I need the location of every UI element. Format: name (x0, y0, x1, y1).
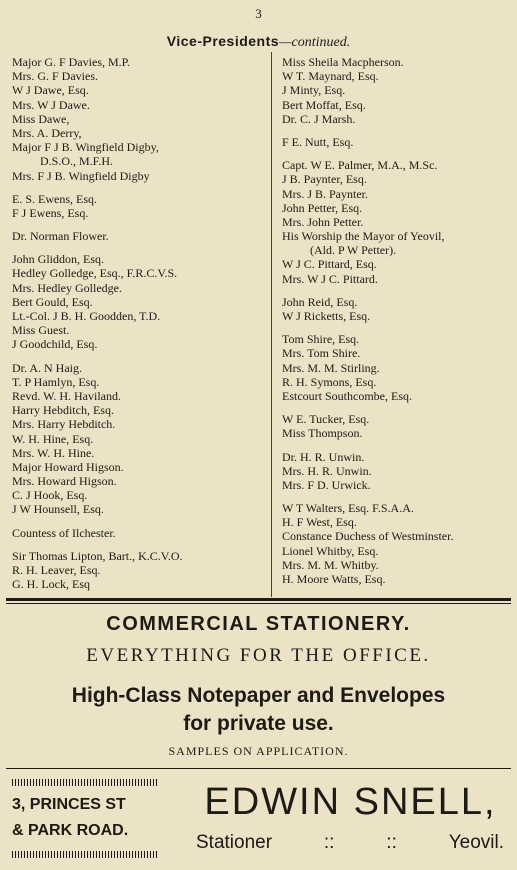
name-entry: Tom Shire, Esq. (282, 332, 360, 347)
name-entry: Bert Moffat, Esq. (282, 97, 366, 112)
name-entry: Major G. F Davies, M.P. (12, 55, 131, 69)
column-divider (271, 52, 272, 597)
advert-headline: COMMERCIAL STATIONERY. (106, 613, 411, 635)
business-tagline (196, 832, 504, 854)
name-entry: (Ald. P W Petter). (310, 243, 397, 258)
address-line-2: & PARK ROAD. (12, 822, 129, 839)
section-heading (0, 33, 517, 51)
group-gap (282, 126, 512, 135)
left-name-column (12, 55, 266, 591)
name-entry: R. H. Leaver, Esq. (12, 563, 101, 577)
name-entry: Dr. C. J Marsh. (282, 111, 356, 126)
hatch-border-top (12, 779, 158, 786)
group-gap (12, 243, 266, 252)
name-entry: Mrs. J B. Paynter. (282, 186, 369, 201)
name-entry: John Petter, Esq. (282, 200, 363, 215)
name-entry: F J Ewens, Esq. (12, 205, 89, 220)
hatch-border-bottom (12, 851, 158, 858)
name-entry: Mrs. Tom Shire. (282, 346, 361, 361)
name-entry: Mrs. A. Derry, (12, 125, 82, 140)
name-entry: Mrs. W J C. Pittard. (282, 271, 378, 286)
name-entry: J Goodchild, Esq. (12, 337, 98, 352)
name-entry: F E. Nutt, Esq. (282, 134, 354, 149)
name-entry: Lt.-Col. J B. H. Goodden, T.D. (12, 309, 161, 323)
name-entry: R. H. Symons, Esq. (282, 374, 377, 389)
name-entry: W J Ricketts, Esq. (282, 309, 371, 323)
group-gap (282, 492, 512, 501)
name-entry: W J C. Pittard, Esq. (282, 257, 377, 272)
advert-notepaper-line2: for private use. (183, 712, 334, 735)
town-label: Yeovil. (448, 832, 504, 853)
page-number: 3 (255, 6, 262, 21)
name-entry: Miss Dawe, (12, 111, 70, 126)
name-entry: Constance Duchess of Westminster. (282, 529, 454, 544)
heading-continued: —continued. (279, 35, 351, 50)
business-name: EDWIN SNELL, (204, 781, 497, 823)
name-entry: Harry Hebditch, Esq. (12, 403, 114, 418)
name-entry: Mrs. W J Dawe. (12, 97, 90, 112)
name-entry: Mrs. John Petter. (282, 214, 364, 229)
advert-subheadline: EVERYTHING FOR THE OFFICE. (86, 645, 431, 666)
name-entry: T. P Hamlyn, Esq. (12, 374, 100, 389)
name-entry: W T. Maynard, Esq. (282, 69, 379, 84)
name-entry: Mrs. Harry Hebditch. (12, 417, 116, 432)
name-entry: Revd. W. H. Haviland. (12, 388, 121, 403)
group-gap (12, 517, 266, 526)
name-entry: Countess of Ilchester. (12, 525, 116, 540)
name-entry: Mrs. H. R. Unwin. (282, 463, 372, 478)
name-entry: W E. Tucker, Esq. (282, 412, 370, 427)
name-entry: J B. Paynter, Esq. (282, 172, 367, 187)
separator-2: :: (386, 832, 397, 853)
separator-1: :: (323, 832, 335, 853)
name-entry: Hedley Golledge, Esq., F.R.C.V.S. (12, 266, 178, 281)
name-entry: His Worship the Mayor of Yeovil, (282, 229, 445, 244)
heading-title: Vice-Presidents (166, 33, 280, 49)
group-gap (282, 403, 512, 412)
name-entry: D.S.O., M.F.H. (40, 154, 114, 169)
name-entry: Mrs. F D. Urwick. (282, 477, 371, 492)
group-gap (282, 441, 512, 450)
group-gap (282, 149, 512, 158)
group-gap (12, 540, 266, 549)
name-entry: W J Dawe, Esq. (12, 83, 89, 98)
name-entry: Sir Thomas Lipton, Bart., K.C.V.O. (12, 548, 183, 563)
advert-samples: SAMPLES ON APPLICATION. (168, 744, 349, 758)
name-entry: E. S. Ewens, Esq. (12, 191, 97, 206)
name-entry: Capt. W E. Palmer, M.A., M.Sc. (282, 158, 438, 173)
name-entry: John Reid, Esq. (282, 294, 358, 309)
name-entry: Dr. H. R. Unwin. (282, 449, 365, 464)
advert-rule (6, 768, 511, 769)
name-entry: Mrs. M. M. Whitby. (282, 557, 379, 572)
name-entry: Miss Thompson. (282, 426, 363, 441)
name-entry: Mrs. Hedley Golledge. (12, 280, 122, 295)
group-gap (12, 183, 266, 192)
name-entry: Miss Guest. (12, 323, 70, 338)
name-entry: Major Howard Higson. (12, 459, 124, 474)
advert-notepaper-line1: High-Class Notepaper and Envelopes (71, 684, 446, 707)
right-name-column (282, 55, 512, 586)
name-entry: Lionel Whitby, Esq. (282, 543, 379, 558)
thin-rule (6, 603, 511, 604)
group-gap (282, 323, 512, 332)
name-entry: H. F West, Esq. (282, 515, 357, 530)
trade-label: Stationer (196, 832, 273, 853)
group-gap (282, 286, 512, 295)
name-entry: J Minty, Esq. (282, 83, 346, 98)
heavy-rule (6, 598, 511, 601)
address-line-1: 3, PRINCES ST (12, 796, 126, 813)
name-entry: J W Hounsell, Esq. (12, 502, 104, 517)
name-entry: C. J Hook, Esq. (12, 488, 88, 503)
name-entry: Bert Gould, Esq. (12, 294, 93, 309)
name-entry: W. H. Hine, Esq. (12, 431, 94, 446)
name-entry: H. Moore Watts, Esq. (282, 572, 386, 586)
name-entry: Major F J B. Wingfield Digby, (12, 140, 159, 155)
name-entry: G. H. Lock, Esq (12, 577, 90, 592)
name-entry: Mrs. Howard Higson. (12, 474, 117, 489)
name-entry: Mrs. G. F Davies. (12, 69, 98, 84)
name-entry: Estcourt Southcombe, Esq. (282, 388, 412, 403)
group-gap (12, 220, 266, 229)
name-entry: Mrs. F J B. Wingfield Digby (12, 168, 150, 183)
name-entry: Mrs. W. H. Hine. (12, 445, 95, 460)
name-entry: W T Walters, Esq. F.S.A.A. (282, 501, 414, 516)
name-entry: John Gliddon, Esq. (12, 252, 105, 267)
name-entry: Miss Sheila Macpherson. (282, 55, 404, 69)
advert-notepaper (0, 682, 517, 738)
group-gap (12, 352, 266, 361)
name-entry: Dr. Norman Flower. (12, 229, 109, 244)
name-entry: Mrs. M. M. Stirling. (282, 360, 380, 375)
name-entry: Dr. A. N Haig. (12, 360, 82, 375)
